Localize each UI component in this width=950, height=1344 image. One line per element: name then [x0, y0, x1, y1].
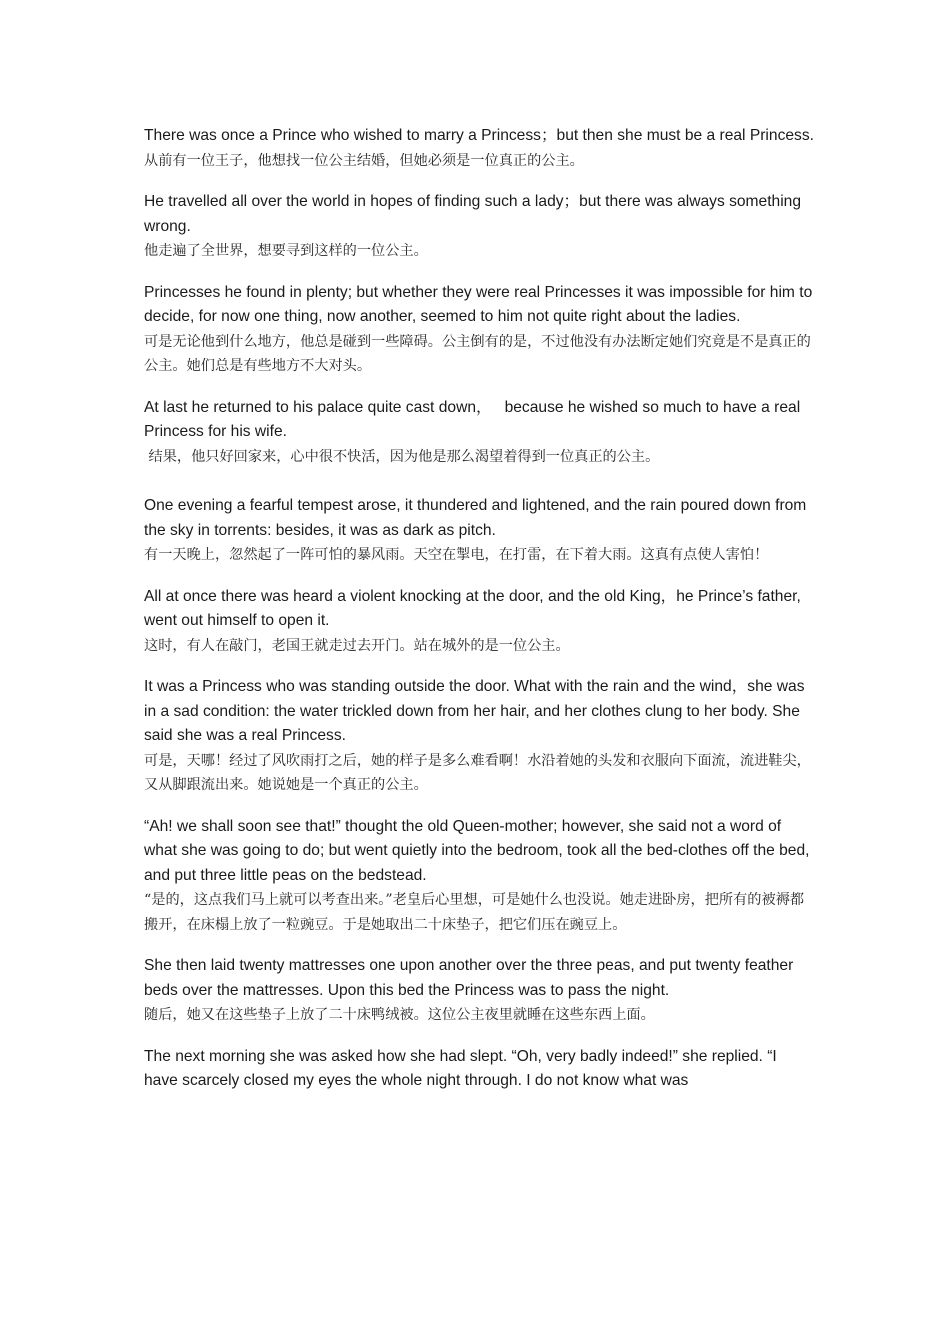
chinese-text: 他走遍了全世界，想要寻到这样的一位公主。 — [144, 243, 428, 259]
english-text: “Ah! we shall soon see that!” thought the old Queen-mother; however, she said not a word of what she was going to do; but went quietly into the bedroom, took all the bed-clothes off the bed, and put three little peas on the bedstead. — [144, 817, 814, 884]
english-text: There was once a Prince who wished to marry a Princess；but then she must be a real Princess. — [144, 127, 814, 144]
english-text: It was a Princess who was standing outside the door. What with the rain and the wind，she was in a sad condition: the water trickled down from her hair, and her clothes clung to her body. She said she was a real Princess. — [144, 678, 809, 744]
paragraph-2 — [144, 190, 814, 264]
english-text: The next morning she was asked how she had slept. “Oh, very badly indeed!” she replied. “I have scarcely closed my eyes the whole night through. I do not know what was — [144, 1047, 782, 1089]
paragraph-7 — [144, 675, 814, 798]
chinese-text: 从前有一位王子，他想找一位公主结婚，但她必须是一位真正的公主。 — [144, 152, 584, 169]
paragraph-10 — [144, 1045, 814, 1094]
english-text: He travelled all over the world in hopes of finding such a lady；but there was always something wrong. — [144, 193, 806, 235]
paragraph-1 — [144, 124, 814, 173]
chinese-text: “是的，这点我们马上就可以考查出来。”老皇后心里想，可是她什么也没说。她走进卧房，把所有的被褥都搬开，在床榻上放了一粒豌豆。于是她取出二十床垫子，把它们压在豌豆上。 — [144, 892, 805, 933]
english-text: At last he returned to his palace quite cast down， because he wished so much to have a real Princess for his wife. — [144, 398, 805, 440]
paragraph-4 — [144, 396, 814, 470]
chinese-text: 这时，有人在敲门，老国王就走过去开门。站在城外的是一位公主。 — [144, 637, 570, 654]
paragraph-9 — [144, 954, 814, 1028]
chinese-text: 可是无论他到什么地方，他总是碰到一些障碍。公主倒有的是，不过他没有办法断定她们究竟是不是真正的公主。她们总是有些地方不大对头。 — [144, 333, 811, 374]
english-text: She then laid twenty mattresses one upon another over the three peas, and put twenty feather beds over the mattresses. Upon this bed the Princess was to pass the night. — [144, 957, 798, 999]
english-text: Princesses he found in plenty; but whether they were real Princesses it was impossible for him to decide, for now one thing, now another, seemed to him not quite right about the ladies. — [144, 283, 817, 325]
paragraph-6 — [144, 585, 814, 659]
chinese-text: 随后，她又在这些垫子上放了二十床鸭绒被。这位公主夜里就睡在这些东西上面。 — [144, 1007, 655, 1023]
story-body — [144, 124, 817, 1111]
paragraph-5 — [144, 494, 814, 568]
chinese-text: 有一天晚上，忽然起了一阵可怕的暴风雨。天空在掣电，在打雷，在下着大雨。这真有点使人害怕！ — [144, 547, 769, 563]
chinese-text: 可是，天哪！经过了风吹雨打之后，她的样子是多么难看啊！水沿着她的头发和衣服向下面流，流进鞋尖，又从脚跟流出来。她说她是一个真正的公主。 — [144, 752, 811, 793]
english-text: All at once there was heard a violent knocking at the door, and the old King，he Prince’s father, went out himself to open it. — [144, 587, 806, 629]
chinese-text: 结果，他只好回家来，心中很不快活，因为他是那么渴望着得到一位真正的公主。 — [144, 448, 660, 465]
english-text: One evening a fearful tempest arose, it thundered and lightened, and the rain poured down from the sky in torrents: besides, it was as dark as pitch. — [144, 497, 811, 539]
paragraph-3 — [144, 281, 817, 379]
paragraph-8 — [144, 815, 814, 938]
